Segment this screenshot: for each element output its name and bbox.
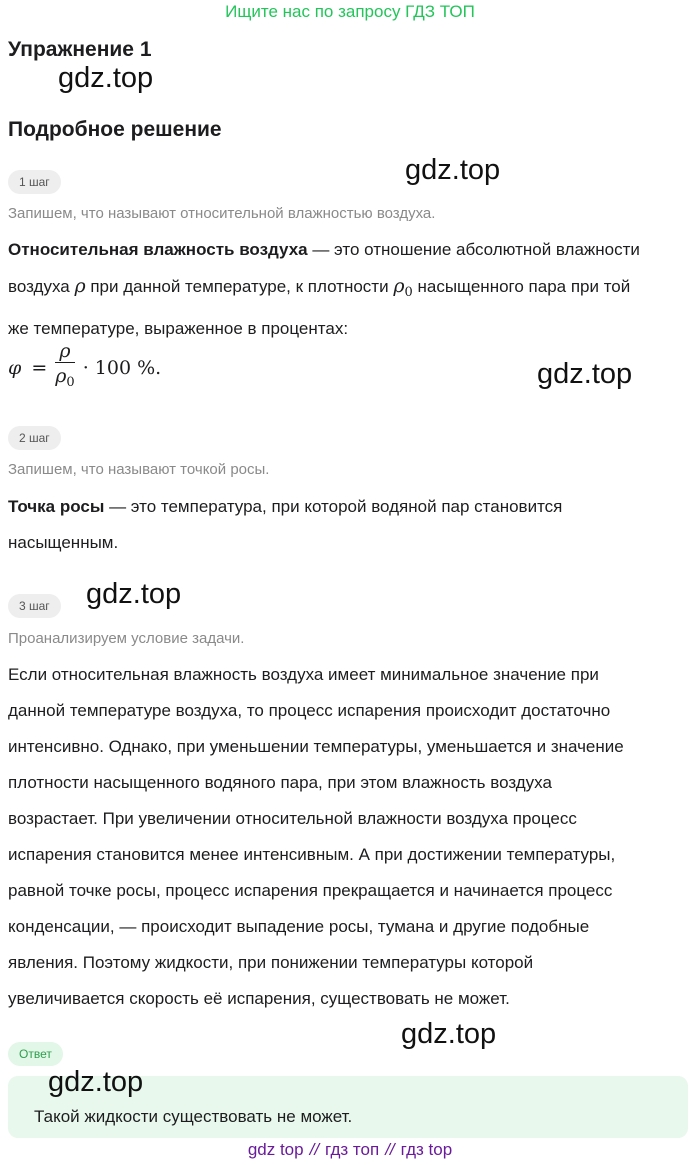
step-1-label: 1 шаг bbox=[8, 170, 61, 194]
formula-equals: = bbox=[31, 357, 48, 379]
step-1-line-2 bbox=[8, 268, 692, 311]
footer-link-gdz-top[interactable]: gdz top bbox=[247, 1140, 304, 1159]
watermark-6: gdz.top bbox=[48, 1066, 144, 1098]
footer-link-gdz-top-ru[interactable]: гдз топ bbox=[325, 1140, 380, 1159]
step-2-line-1 bbox=[8, 489, 692, 525]
step-2-text-a: — это температура, при которой водяной пар становится bbox=[104, 497, 563, 516]
step-3-line: плотности насыщенного водяного пара, при этом влажность воздуха bbox=[8, 773, 552, 792]
step-3-line: данной температуре воздуха, то процесс испарения происходит достаточно bbox=[8, 701, 611, 720]
step-3-hint: Проанализируем условие задачи. bbox=[8, 630, 245, 647]
formula-fraction bbox=[55, 340, 74, 396]
formula-numerator: ρ bbox=[59, 340, 71, 362]
answer-text: Такой жидкости существовать не может. bbox=[34, 1107, 353, 1126]
step-3-line: Если относительная влажность воздуха имеет минимальное значение при bbox=[8, 665, 599, 684]
watermark-1: gdz.top bbox=[58, 62, 154, 94]
section-title: Подробное решение bbox=[8, 118, 222, 141]
watermark-5: gdz.top bbox=[401, 1018, 497, 1050]
footer-links bbox=[0, 1140, 700, 1160]
step-3-label: 3 шаг bbox=[8, 594, 61, 618]
rho0-symbol: ρ bbox=[393, 275, 405, 297]
footer-link-gdz-top-mixed[interactable]: гдз top bbox=[400, 1140, 453, 1159]
step-3-analysis bbox=[8, 657, 692, 1017]
step-3-line: равной точке росы, процесс испарения прекращается и начинается процесс bbox=[8, 881, 613, 900]
step-3-line: возрастает. При увеличении относительной влажности воздуха процесс bbox=[8, 809, 577, 828]
step-1-text-c: при данной температуре, к плотности bbox=[85, 277, 394, 296]
step-1-text-b: воздуха bbox=[8, 277, 75, 296]
step-1-line-1 bbox=[8, 232, 692, 268]
rho0-subscript: 0 bbox=[404, 285, 413, 300]
step-1-hint: Запишем, что называют относительной влажностью воздуха. bbox=[8, 205, 436, 222]
exercise-title: Упражнение 1 bbox=[8, 38, 152, 61]
step-3-line: увеличивается скорость её испарения, существовать не может. bbox=[8, 989, 510, 1008]
footer-separator: // bbox=[309, 1140, 320, 1159]
step-1-text-d: насыщенного пара при той bbox=[412, 277, 631, 296]
watermark-2: gdz.top bbox=[405, 154, 501, 186]
rho-symbol: ρ bbox=[74, 275, 86, 297]
step-1-term: Относительная влажность воздуха bbox=[8, 240, 308, 259]
step-2-hint: Запишем, что называют точкой росы. bbox=[8, 461, 270, 478]
answer-label: Ответ bbox=[8, 1042, 63, 1066]
step-3-line: конденсации, — происходит выпадение росы, тумана и другие подобные bbox=[8, 917, 590, 936]
step-1-text-a: — это отношение абсолютной влажности bbox=[307, 240, 640, 259]
step-2-label: 2 шаг bbox=[8, 426, 61, 450]
footer-separator: // bbox=[385, 1140, 395, 1159]
step-2-line-2: насыщенным. bbox=[8, 533, 119, 552]
formula-denominator bbox=[55, 363, 74, 396]
formula-den-rho: ρ bbox=[55, 365, 67, 387]
step-3-line: испарения становится менее интенсивным. А при достижении температуры, bbox=[8, 845, 616, 864]
formula-rest: · 100 %. bbox=[82, 357, 162, 379]
step-2-definition bbox=[8, 489, 692, 561]
formula-den-subscript: 0 bbox=[66, 375, 75, 390]
step-1-line-3: же температуре, выраженное в процентах: bbox=[8, 319, 349, 338]
step-3-line: явления. Поэтому жидкости, при понижении температуры которой bbox=[8, 953, 534, 972]
step-3-line: интенсивно. Однако, при уменьшении температуры, уменьшается и значение bbox=[8, 737, 624, 756]
watermark-3: gdz.top bbox=[537, 358, 633, 390]
humidity-formula bbox=[8, 340, 161, 396]
step-1-definition bbox=[8, 232, 692, 347]
formula-phi: φ bbox=[8, 357, 22, 379]
step-2-term: Точка росы bbox=[8, 497, 105, 516]
search-banner: Ищите нас по запросу ГДЗ ТОП bbox=[225, 2, 475, 21]
watermark-4: gdz.top bbox=[86, 578, 182, 610]
